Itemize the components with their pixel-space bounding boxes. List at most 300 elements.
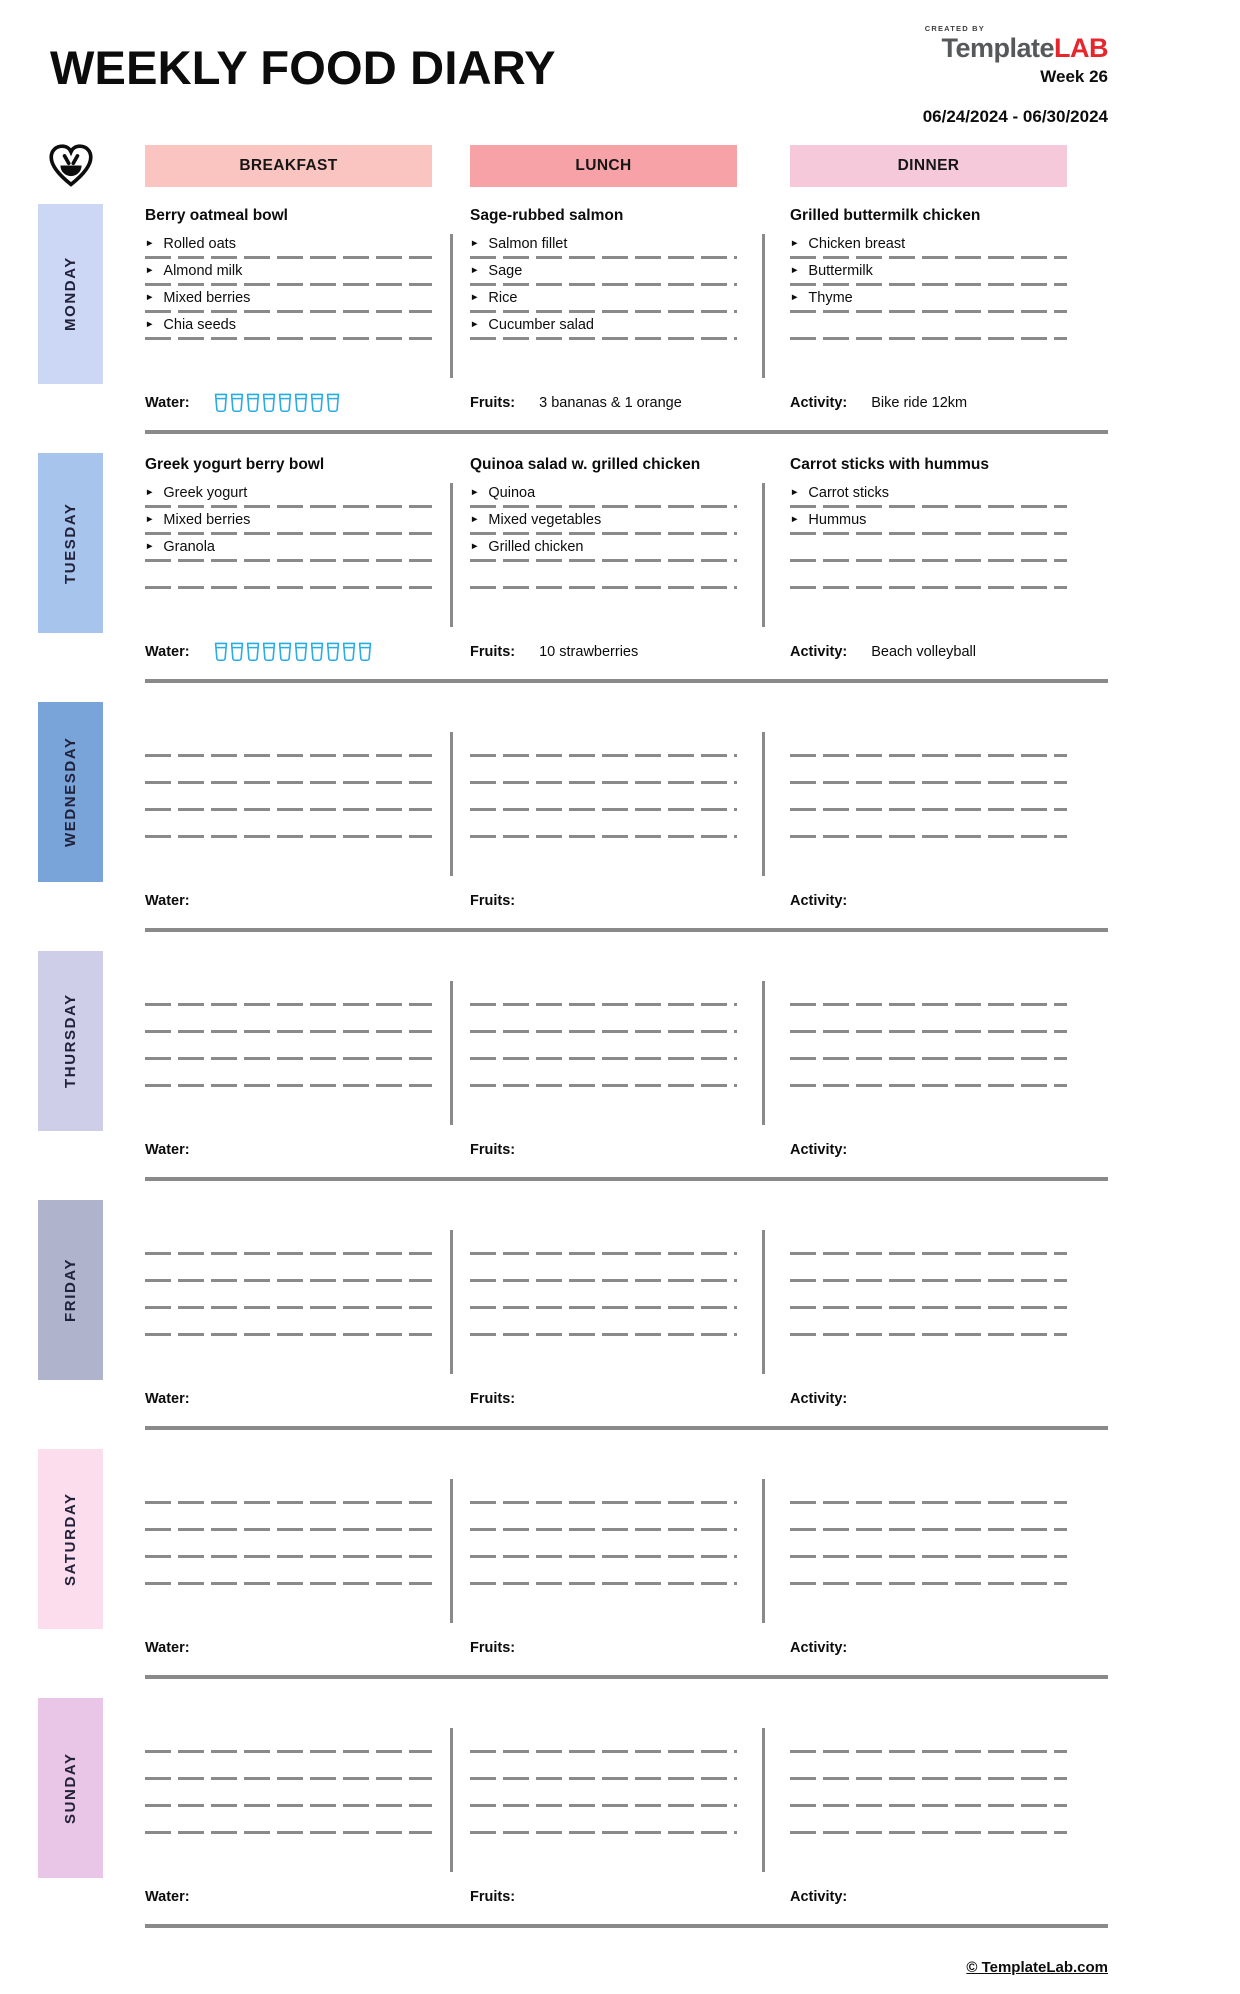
write-line xyxy=(145,256,432,259)
day-content xyxy=(145,1200,1108,1449)
write-line xyxy=(790,1555,1067,1558)
week-label: Week 26 xyxy=(1040,67,1108,86)
activity-label: Activity: xyxy=(790,1889,848,1905)
meal-item-field xyxy=(470,1061,737,1088)
meal-title xyxy=(470,702,737,731)
day-row xyxy=(38,702,1108,951)
write-line xyxy=(790,559,1067,562)
water-glass-icon xyxy=(342,642,356,662)
meal-item-field xyxy=(145,1007,432,1034)
write-line xyxy=(145,781,432,784)
water-glass-icon xyxy=(246,642,260,662)
meal-item-field xyxy=(470,785,737,812)
meal-item-text: Greek yogurt xyxy=(163,485,248,501)
bullet-arrow-icon: ► xyxy=(145,487,155,498)
meal-item-field xyxy=(790,509,1067,536)
brand-name-red: LAB xyxy=(1054,33,1108,63)
write-line xyxy=(145,1306,432,1309)
write-line xyxy=(790,1333,1067,1336)
meal-title: Greek yogurt berry bowl xyxy=(145,456,325,473)
meal-item-field xyxy=(470,1256,737,1283)
meal-item-field xyxy=(470,509,737,536)
meal-title xyxy=(470,1698,737,1727)
meal-column-lunch xyxy=(470,1698,737,1872)
water-stat xyxy=(145,1640,470,1656)
write-line xyxy=(790,310,1067,313)
fruits-label: Fruits: xyxy=(470,1142,516,1158)
day-row xyxy=(38,204,1108,453)
meal-item-field xyxy=(790,1310,1067,1337)
row-separator xyxy=(145,928,1108,932)
write-line xyxy=(145,808,432,811)
meal-item-field xyxy=(790,260,1067,287)
water-stat xyxy=(145,1391,470,1407)
bullet-arrow-icon: ► xyxy=(470,238,480,249)
write-line xyxy=(790,1831,1067,1834)
meal-item-field xyxy=(470,1559,737,1586)
meal-item-text: Cucumber salad xyxy=(488,317,594,333)
write-line xyxy=(470,808,737,811)
row-separator xyxy=(145,1177,1108,1181)
meal-column-lunch xyxy=(470,951,737,1125)
meal-item-text: Mixed berries xyxy=(163,512,251,528)
meal-item-field xyxy=(145,731,432,758)
day-stats-row xyxy=(145,1881,1108,1913)
write-line xyxy=(470,337,737,340)
fruits-label: Fruits: xyxy=(470,1391,516,1407)
meal-column-breakfast xyxy=(145,1698,432,1872)
bullet-arrow-icon: ► xyxy=(470,265,480,276)
write-line xyxy=(145,283,432,286)
day-row xyxy=(38,453,1108,702)
meal-item-field xyxy=(790,1532,1067,1559)
water-label: Water: xyxy=(145,395,190,411)
meal-item-field xyxy=(790,1478,1067,1505)
meal-title xyxy=(790,702,1067,731)
write-line xyxy=(470,1333,737,1336)
row-separator xyxy=(145,430,1108,434)
meal-title xyxy=(470,951,737,980)
write-line xyxy=(790,1057,1067,1060)
day-row xyxy=(38,1200,1108,1449)
bullet-arrow-icon: ► xyxy=(790,238,800,249)
column-divider xyxy=(762,981,765,1125)
write-line xyxy=(145,559,432,562)
meal-item-field xyxy=(790,1061,1067,1088)
meal-item-field xyxy=(145,260,432,287)
water-label: Water: xyxy=(145,1391,190,1407)
write-line xyxy=(790,1252,1067,1255)
write-line xyxy=(790,1750,1067,1753)
brand-block xyxy=(923,24,1108,127)
activity-label: Activity: xyxy=(790,1640,848,1656)
column-divider xyxy=(762,234,765,378)
write-line xyxy=(145,1501,432,1504)
column-header-band xyxy=(38,143,1108,189)
activity-value: Beach volleyball xyxy=(871,644,977,660)
meal-item-field xyxy=(145,536,432,563)
meal-item-text: Rice xyxy=(488,290,518,306)
meal-column-breakfast xyxy=(145,1449,432,1623)
meal-items xyxy=(470,1727,737,1835)
meal-column-dinner xyxy=(790,453,1067,627)
water-glasses xyxy=(214,642,372,662)
meal-item-field xyxy=(470,1532,737,1559)
write-line xyxy=(470,1750,737,1753)
water-glass-icon xyxy=(294,393,308,413)
meal-item-text: Sage xyxy=(488,263,523,279)
day-stats-row xyxy=(145,636,1108,668)
water-label: Water: xyxy=(145,1142,190,1158)
meal-item-text: Rolled oats xyxy=(163,236,236,252)
meal-item-text: Almond milk xyxy=(163,263,243,279)
page-footer xyxy=(38,1959,1108,1976)
day-content xyxy=(145,1449,1108,1698)
meal-item-field xyxy=(145,785,432,812)
meal-column-dinner xyxy=(790,702,1067,876)
meal-item-text: Mixed vegetables xyxy=(488,512,602,528)
column-divider xyxy=(762,1230,765,1374)
write-line xyxy=(790,283,1067,286)
day-label: WEDNESDAY xyxy=(38,702,103,882)
activity-label: Activity: xyxy=(790,893,848,909)
bullet-arrow-icon: ► xyxy=(145,319,155,330)
meal-column-lunch xyxy=(470,453,737,627)
write-line xyxy=(470,781,737,784)
column-divider xyxy=(762,483,765,627)
day-content xyxy=(145,204,1108,453)
meal-column-lunch xyxy=(470,702,737,876)
meal-title xyxy=(790,1449,1067,1478)
day-stats-row xyxy=(145,1632,1108,1664)
meal-title xyxy=(145,1698,432,1727)
meal-item-field xyxy=(145,482,432,509)
meal-item-field xyxy=(145,980,432,1007)
write-line xyxy=(145,1003,432,1006)
write-line xyxy=(470,1777,737,1780)
meal-item-field xyxy=(145,1034,432,1061)
meal-items xyxy=(790,482,1067,590)
write-line xyxy=(470,1279,737,1282)
meal-items xyxy=(470,1229,737,1337)
day-label: SATURDAY xyxy=(38,1449,103,1629)
water-glass-icon xyxy=(326,642,340,662)
meal-title: Grilled buttermilk chicken xyxy=(790,207,981,224)
fruits-value: 10 strawberries xyxy=(539,644,639,660)
meal-title xyxy=(790,951,1067,980)
write-line xyxy=(790,337,1067,340)
meal-column-dinner xyxy=(790,1449,1067,1623)
water-glass-icon xyxy=(278,642,292,662)
write-line xyxy=(145,1804,432,1807)
meal-items xyxy=(145,233,432,341)
meal-item-field xyxy=(470,260,737,287)
water-glass-icon xyxy=(214,393,228,413)
meal-item-field xyxy=(790,536,1067,563)
meal-item-field xyxy=(790,1727,1067,1754)
meal-title xyxy=(145,951,432,980)
water-glass-icon xyxy=(358,642,372,662)
write-line xyxy=(790,1084,1067,1087)
day-stats-row xyxy=(145,387,1108,419)
write-line xyxy=(470,505,737,508)
day-stats-row xyxy=(145,885,1108,917)
meal-title xyxy=(790,1698,1067,1727)
meal-item-text: Salmon fillet xyxy=(488,236,568,252)
brand-logo xyxy=(923,24,1108,64)
meal-items xyxy=(145,1727,432,1835)
fruits-stat xyxy=(470,1889,790,1905)
column-divider xyxy=(450,1728,453,1872)
column-divider xyxy=(762,1479,765,1623)
meal-item-field xyxy=(790,1034,1067,1061)
meal-item-field xyxy=(790,287,1067,314)
write-line xyxy=(145,835,432,838)
meal-item-field xyxy=(470,1007,737,1034)
row-separator xyxy=(145,679,1108,683)
meal-item-field xyxy=(790,812,1067,839)
meal-title xyxy=(470,1449,737,1478)
water-label: Water: xyxy=(145,1889,190,1905)
meal-item-field xyxy=(145,1229,432,1256)
write-line xyxy=(790,781,1067,784)
water-label: Water: xyxy=(145,893,190,909)
water-glass-icon xyxy=(294,642,308,662)
meal-item-field xyxy=(470,1229,737,1256)
fruits-stat xyxy=(470,1391,790,1407)
column-header-dinner: DINNER xyxy=(790,145,1067,187)
fruits-label: Fruits: xyxy=(470,644,516,660)
meal-item-text: Grilled chicken xyxy=(488,539,584,555)
bullet-arrow-icon: ► xyxy=(145,541,155,552)
day-label: FRIDAY xyxy=(38,1200,103,1380)
water-stat xyxy=(145,1142,470,1158)
water-stat xyxy=(145,393,470,413)
meal-title xyxy=(145,1449,432,1478)
meal-column-dinner xyxy=(790,204,1067,378)
write-line xyxy=(145,1252,432,1255)
meal-title xyxy=(145,702,432,731)
fruits-label: Fruits: xyxy=(470,1640,516,1656)
activity-stat xyxy=(790,395,1108,411)
write-line xyxy=(145,1831,432,1834)
row-separator xyxy=(145,1426,1108,1430)
meal-item-field xyxy=(790,1229,1067,1256)
day-label: THURSDAY xyxy=(38,951,103,1131)
water-glass-icon xyxy=(230,642,244,662)
write-line xyxy=(790,532,1067,535)
column-divider xyxy=(450,1230,453,1374)
write-line xyxy=(470,754,737,757)
meal-item-field xyxy=(790,563,1067,590)
meal-item-field xyxy=(145,758,432,785)
meal-column-breakfast xyxy=(145,204,432,378)
write-line xyxy=(145,310,432,313)
meal-item-field xyxy=(470,1310,737,1337)
meal-title: Quinoa salad w. grilled chicken xyxy=(470,456,701,473)
write-line xyxy=(790,754,1067,757)
column-divider xyxy=(450,483,453,627)
write-line xyxy=(790,1501,1067,1504)
meal-item-text: Thyme xyxy=(808,290,853,306)
bullet-arrow-icon: ► xyxy=(790,265,800,276)
meal-item-field xyxy=(145,1808,432,1835)
write-line xyxy=(145,586,432,589)
meal-column-dinner xyxy=(790,1698,1067,1872)
column-divider xyxy=(762,1728,765,1872)
write-line xyxy=(470,586,737,589)
bullet-arrow-icon: ► xyxy=(470,487,480,498)
row-separator xyxy=(145,1924,1108,1928)
meal-item-field xyxy=(790,1781,1067,1808)
write-line xyxy=(145,1582,432,1585)
write-line xyxy=(145,1333,432,1336)
meal-item-field xyxy=(145,1310,432,1337)
water-stat xyxy=(145,642,470,662)
meal-item-field xyxy=(470,314,737,341)
meal-item-field xyxy=(145,812,432,839)
meal-items xyxy=(790,1229,1067,1337)
meal-item-field xyxy=(470,1781,737,1808)
day-stats-row xyxy=(145,1134,1108,1166)
meal-item-field xyxy=(790,314,1067,341)
meal-item-field xyxy=(470,287,737,314)
write-line xyxy=(145,1030,432,1033)
meal-item-field xyxy=(145,509,432,536)
meal-column-lunch xyxy=(470,1200,737,1374)
meal-item-text: Chicken breast xyxy=(808,236,906,252)
meal-item-field xyxy=(470,482,737,509)
column-divider xyxy=(450,732,453,876)
write-line xyxy=(145,337,432,340)
diary-table xyxy=(38,204,1108,1947)
meal-item-field xyxy=(145,563,432,590)
write-line xyxy=(470,559,737,562)
write-line xyxy=(145,1057,432,1060)
write-line xyxy=(470,1582,737,1585)
meal-item-field xyxy=(790,1505,1067,1532)
bullet-arrow-icon: ► xyxy=(470,292,480,303)
day-stats-row xyxy=(145,1383,1108,1415)
meal-item-field xyxy=(790,758,1067,785)
fruits-stat xyxy=(470,1640,790,1656)
meal-item-field xyxy=(145,1559,432,1586)
meal-item-field xyxy=(790,1283,1067,1310)
write-line xyxy=(470,283,737,286)
column-header-breakfast: BREAKFAST xyxy=(145,145,432,187)
bullet-arrow-icon: ► xyxy=(790,487,800,498)
write-line xyxy=(470,1252,737,1255)
meal-item-text: Chia seeds xyxy=(163,317,236,333)
water-glass-icon xyxy=(246,393,260,413)
activity-value: Bike ride 12km xyxy=(871,395,968,411)
write-line xyxy=(790,1030,1067,1033)
meal-column-dinner xyxy=(790,1200,1067,1374)
templatelab-link[interactable]: © TemplateLab.com xyxy=(966,1959,1108,1976)
water-glass-icon xyxy=(262,642,276,662)
meal-item-field xyxy=(470,731,737,758)
write-line xyxy=(470,1084,737,1087)
fruits-value: 3 bananas & 1 orange xyxy=(539,395,682,411)
meal-items xyxy=(790,233,1067,341)
bullet-arrow-icon: ► xyxy=(145,292,155,303)
write-line xyxy=(790,256,1067,259)
write-line xyxy=(790,586,1067,589)
meal-item-field xyxy=(145,1781,432,1808)
write-line xyxy=(470,1831,737,1834)
write-line xyxy=(470,1003,737,1006)
meal-title: Berry oatmeal bowl xyxy=(145,207,288,224)
meal-items xyxy=(145,980,432,1088)
meal-item-field xyxy=(790,1754,1067,1781)
water-glasses xyxy=(214,393,340,413)
meal-item-field xyxy=(790,1007,1067,1034)
column-divider xyxy=(450,234,453,378)
meal-item-field xyxy=(145,287,432,314)
meal-item-text: Granola xyxy=(163,539,215,555)
write-line xyxy=(790,1003,1067,1006)
write-line xyxy=(470,1030,737,1033)
bullet-arrow-icon: ► xyxy=(145,265,155,276)
meal-column-lunch xyxy=(470,204,737,378)
meal-items xyxy=(470,233,737,341)
meal-item-field xyxy=(470,1505,737,1532)
day-content xyxy=(145,951,1108,1200)
meal-item-field xyxy=(145,314,432,341)
water-glass-icon xyxy=(230,393,244,413)
column-divider xyxy=(450,1479,453,1623)
meal-item-field xyxy=(145,1061,432,1088)
meal-column-breakfast xyxy=(145,951,432,1125)
write-line xyxy=(145,505,432,508)
day-label: SUNDAY xyxy=(38,1698,103,1878)
fruits-stat xyxy=(470,1142,790,1158)
activity-label: Activity: xyxy=(790,395,848,411)
write-line xyxy=(145,1528,432,1531)
meal-items xyxy=(470,731,737,839)
bullet-arrow-icon: ► xyxy=(470,319,480,330)
meal-items xyxy=(790,1478,1067,1586)
meal-item-field xyxy=(470,1478,737,1505)
water-stat xyxy=(145,1889,470,1905)
fruits-stat xyxy=(470,395,790,411)
bullet-arrow-icon: ► xyxy=(470,541,480,552)
meal-items xyxy=(145,1229,432,1337)
water-stat xyxy=(145,893,470,909)
meal-title xyxy=(470,1200,737,1229)
write-line xyxy=(470,835,737,838)
meal-items xyxy=(470,482,737,590)
day-row xyxy=(38,1698,1108,1947)
write-line xyxy=(470,256,737,259)
meal-item-field xyxy=(470,233,737,260)
meal-item-field xyxy=(470,980,737,1007)
meal-title: Carrot sticks with hummus xyxy=(790,456,989,473)
activity-stat xyxy=(790,1640,1108,1656)
fruits-stat xyxy=(470,644,790,660)
meal-items xyxy=(790,1727,1067,1835)
meal-item-text: Hummus xyxy=(808,512,867,528)
date-range: 06/24/2024 - 06/30/2024 xyxy=(922,107,1108,126)
write-line xyxy=(470,1057,737,1060)
fruits-label: Fruits: xyxy=(470,893,516,909)
meal-item-field xyxy=(790,980,1067,1007)
meal-item-field xyxy=(470,812,737,839)
activity-label: Activity: xyxy=(790,644,848,660)
day-label: MONDAY xyxy=(38,204,103,384)
write-line xyxy=(145,1555,432,1558)
meal-items xyxy=(145,482,432,590)
